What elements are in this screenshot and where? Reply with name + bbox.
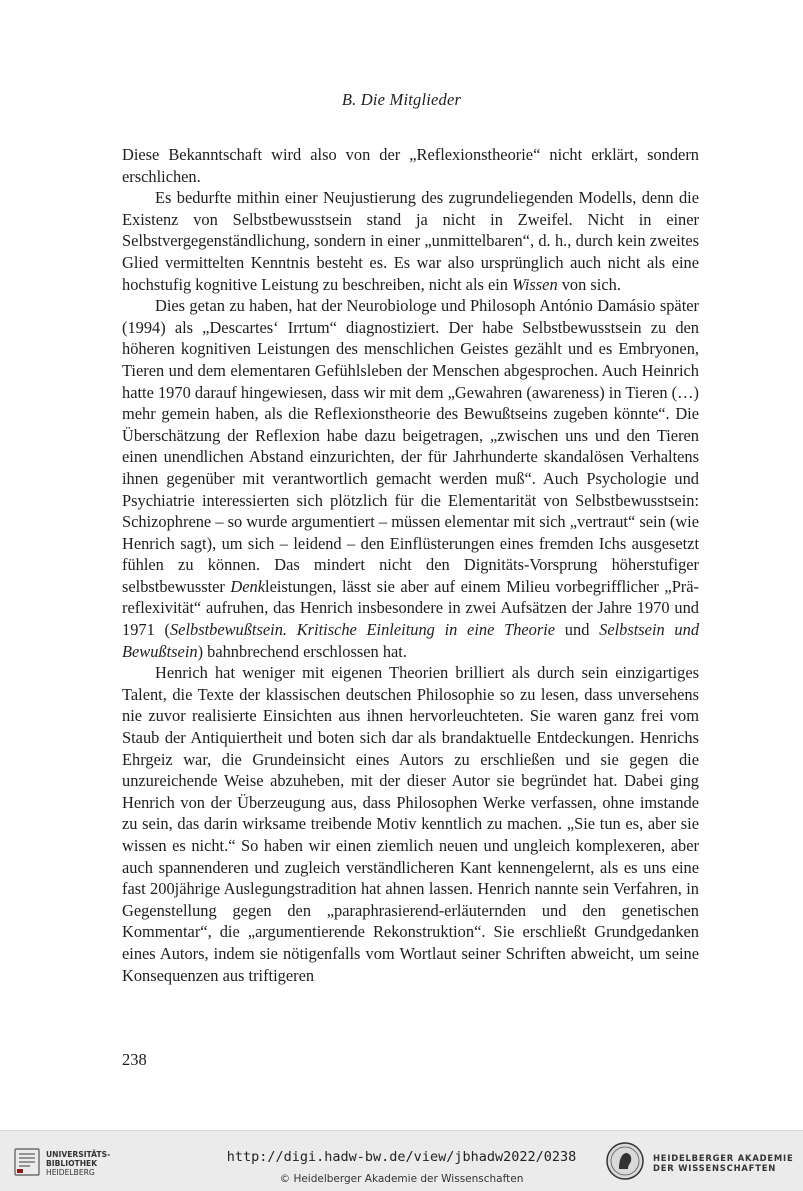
text-segment: Dies getan zu haben, hat der Neurobiologe und Philosoph António Damásio später (1994) als „Descartes‘ Irrtum“ diagnostiziert. Der habe Selbstbewusstsein zu den höheren kognitiven Leistungen des menschlichen Geistes gezählt und es Embryonen, Tieren und dem elementaren Gefühlsleben der Menschen abgesprochen. Auch Heinrich hatte 1970 darauf hingewiesen, dass wir mit dem „Gewahren (awareness) in Tieren (…) mehr gemein haben, als die Reflexionstheorie des Bewußtseins zugeben könnte“. Die Überschätzung der Reflexion habe dazu beigetragen, „zwischen uns und den Tieren einen unendlichen Abstand einzurichten, der für Jahrhunderte skandalösen Verhaltens ihnen gegenüber mit verantwortlich gemacht werden muß“. Auch Psychologie und Psychiatrie interessierten sich plötzlich für die Elementarität von Selbstbewusstsein: Schizophrene – so wurde argumentiert – müssen elementar mit sich „vertraut“ sein (wie Henrich sagt), um sich – leidend – den Einflüsterungen eines fremden Ichs ausgesetzt fühlen zu können. Das mindert nicht den Dignitäts-Vorsprung höherstufiger selbstbewusster bbox=[122, 296, 699, 596]
hadw-logo-text bbox=[653, 1153, 793, 1173]
italic-segment: Denk bbox=[230, 576, 266, 596]
hadw-logo[interactable] bbox=[605, 1141, 795, 1183]
page-number: 238 bbox=[122, 1050, 147, 1069]
hadw-logo-line-2: DER WISSENSCHAFTEN bbox=[653, 1163, 777, 1173]
body-text bbox=[122, 144, 699, 986]
footer-bar bbox=[0, 1130, 803, 1191]
italic-segment: Selbstbewußtsein. Kritische Einleitung in eine Theorie bbox=[169, 620, 556, 640]
text-segment: leistungen, lässt sie aber auf einem Milieu vorbegrifflicher „Prä-reflexivität“ aufruhen, das Henrich insbesondere in zwei Aufsätzen der Jahre 1970 und 1971 ( bbox=[122, 576, 699, 640]
italic-segment: Wissen bbox=[512, 274, 558, 294]
paragraph-3 bbox=[122, 295, 699, 662]
copyright-notice: © Heidelberger Akademie der Wissenschaften bbox=[279, 1173, 524, 1185]
hadw-logo-line-1: HEIDELBERGER AKADEMIE bbox=[653, 1153, 794, 1163]
permalink-link[interactable]: http://digi.hadw-bw.de/view/jbhadw2022/0238 bbox=[226, 1149, 577, 1165]
paragraph-2 bbox=[122, 187, 699, 295]
text-segment: Es bedurfte mithin einer Neujustierung des zugrundeliegenden Modells, denn die Existenz von Selbstbewusstsein stand ja nicht in Zweifel. Nicht in einer Selbstvergegenständlichung, sondern in einer „unmittelbaren“, d. h., durch kein zweites Glied vermittelten Kenntnis besteht es. Es war also ursprünglich auch nicht als eine hochstufig kognitive Leistung zu beschreiben, nicht als ein bbox=[122, 188, 699, 294]
text-segment: Diese Bekanntschaft wird also von der „Reflexionstheorie“ nicht erklärt, sondern erschlichen. bbox=[122, 145, 699, 186]
paragraph-1 bbox=[122, 144, 699, 187]
ub-logo-line-3: HEIDELBERG bbox=[46, 1168, 95, 1177]
ub-logo-line-1: UNIVERSITÄTS- bbox=[46, 1150, 111, 1159]
text-segment: und bbox=[555, 620, 600, 640]
ub-logo-line-2: BIBLIOTHEK bbox=[46, 1159, 98, 1168]
text-segment: ) bahnbrechend erschlossen hat. bbox=[197, 641, 407, 661]
italic-segment: Selbstsein und Bewußtsein bbox=[122, 620, 700, 661]
text-segment: von sich. bbox=[557, 274, 621, 294]
text-segment: Henrich hat weniger mit eigenen Theorien brilliert als durch sein einzigartiges Talent, die Texte der klassischen deutschen Philosophie so zu lesen, dass unversehens nie zuvor realisierte Einsichten aus ihnen hervorleuchteten. Sie waren ganz frei vom Staub der Antiquiertheit und boten sich dar als brandaktuelle Entdeckungen. Henrichs Ehrgeiz war, die Grundeinsicht eines Autors zu erschließen und sie gegen die unzureichende Weise abzuheben, mit der dieser Autor sie begründet hat. Dabei ging Henrich von der Überzeugung aus, dass Philosophen Werke verfassen, ohne imstande zu sein, das darin wirksame treibende Motiv kenntlich zu machen. „Sie tun es, aber sie wissen es nicht.“ So haben wir einen ziemlich neuen und ungleich komplexeren, aber auch spannenderen und zugleich verständlicheren Kant kennengelernt, als es uns eine fast 200jährige Auslegungstradition hat ahnen lassen. Henrich nannte sein Verfahren, in Gegenstellung gegen den „paraphrasierend-erläuternden und den genetischen Kommentar“, die „argumentierende Rekonstruktion“. Sie erschließt Grundgedanken eines Autors, indem sie nötigenfalls vom Wortlaut seiner Schriften abweicht, um seine Konsequenzen aus triftigeren bbox=[122, 663, 699, 985]
academy-seal-icon bbox=[605, 1141, 645, 1181]
running-head: B. Die Mitglieder bbox=[341, 90, 462, 109]
paragraph-4 bbox=[122, 662, 699, 986]
